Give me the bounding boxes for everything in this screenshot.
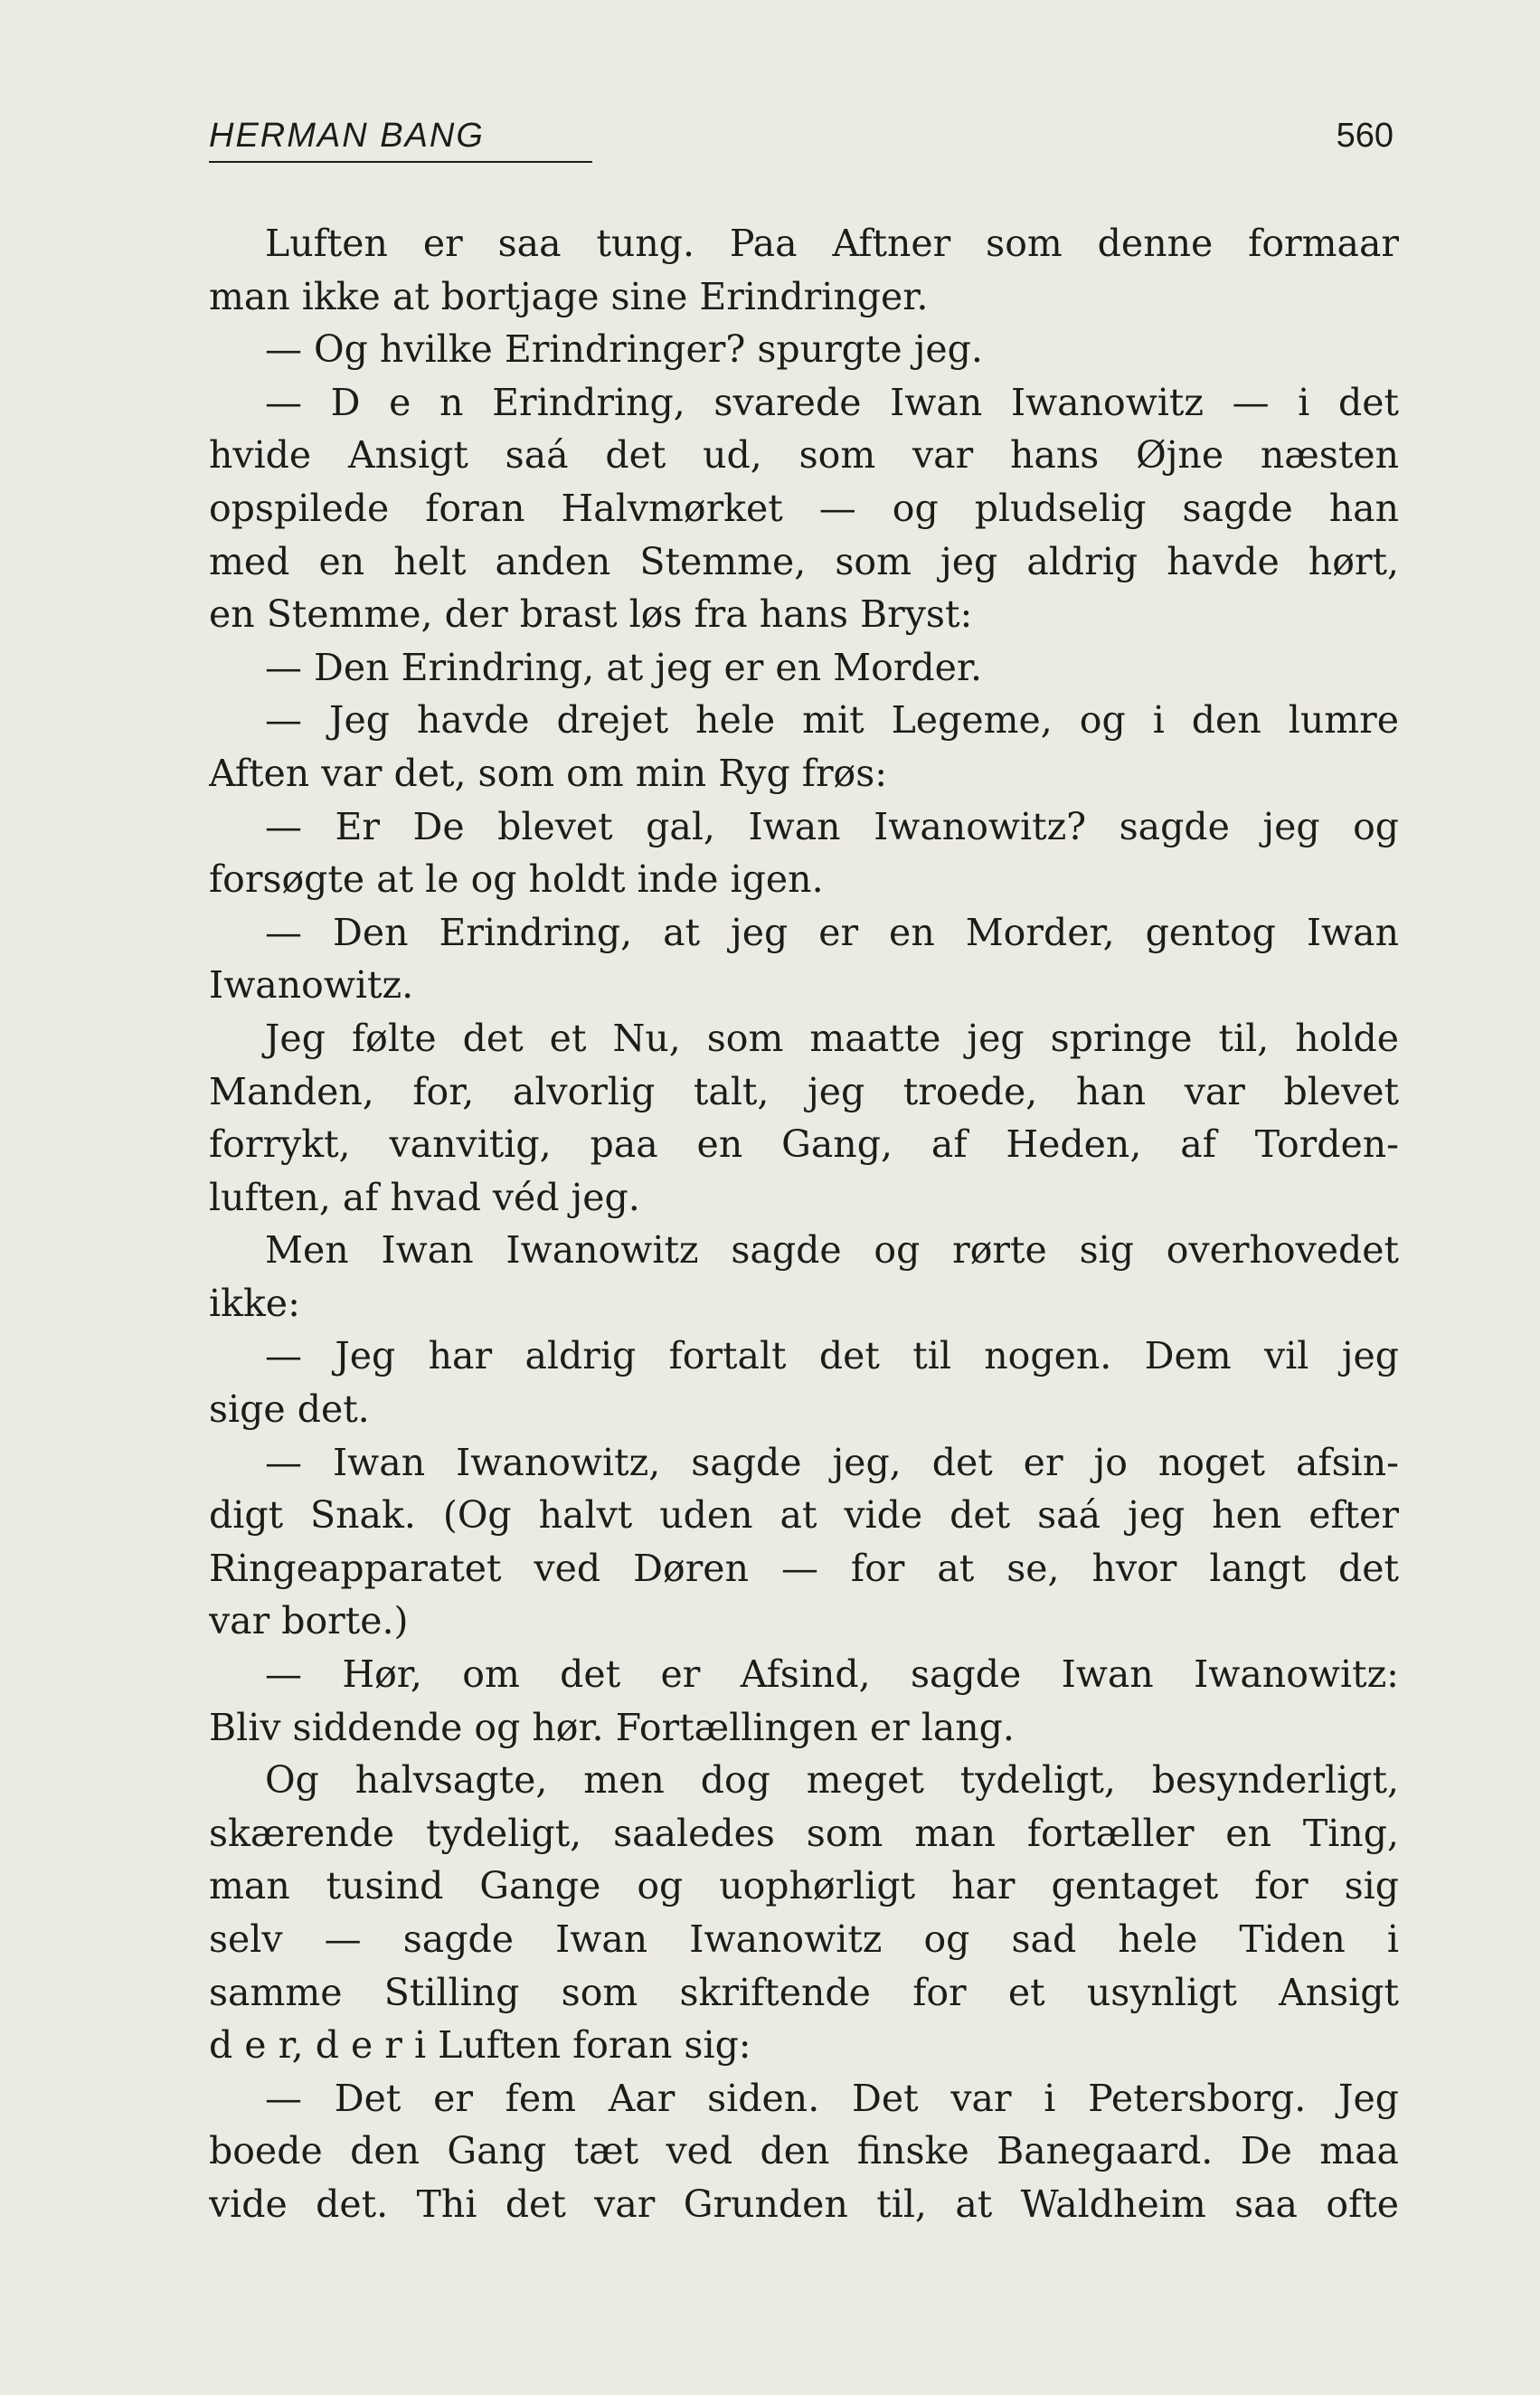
text-line: — Jeg havde drejet hele mit Legeme, og i den lumre [265,698,1399,743]
text-line: Og halvsagte, men dog meget tydeligt, besynderligt, [265,1758,1399,1803]
text-line: Jeg følte det et Nu, som maatte jeg springe til, holde [265,1016,1399,1060]
text-line: Iwanowitz. [209,963,414,1008]
text-line: man ikke at bortjage sine Erindringer. [209,274,929,318]
text-line: — Jeg har aldrig fortalt det til nogen. Dem vil jeg [265,1334,1399,1378]
text-line: Ringeapparatet ved Døren — for at se, hvor langt det [209,1546,1399,1590]
text-line: — D e n Erindring, svarede Iwan Iwanowitz — i det [265,380,1399,424]
text-line: digt Snak. (Og halvt uden at vide det saá jeg hen efter [209,1493,1399,1538]
text-line: forsøgte at le og holdt inde igen. [209,857,824,902]
text-line: sige det. [209,1387,370,1432]
text-line: — Iwan Iwanowitz, sagde jeg, det er jo noget afsin- [265,1440,1399,1484]
text-line: boede den Gang tæt ved den finske Banegaard. De maa [209,2129,1399,2173]
text-line: Men Iwan Iwanowitz sagde og rørte sig overhovedet [265,1228,1399,1273]
text-line: vide det. Thi det var Grunden til, at Waldheim saa ofte [209,2182,1399,2226]
text-line: Bliv siddende og hør. Fortællingen er lang. [209,1705,1015,1749]
text-line: med en helt anden Stemme, som jeg aldrig havde hørt, [209,539,1399,583]
text-line: skærende tydeligt, saaledes som man fortæller en Ting, [209,1811,1399,1855]
text-line: — Den Erindring, at jeg er en Morder. [265,645,983,689]
text-line: forrykt, vanvitig, paa en Gang, af Heden, af Torden- [209,1122,1399,1167]
page-number: 560 [1336,117,1394,155]
text-line: ikke: [209,1281,300,1325]
text-line: Aften var det, som om min Ryg frøs: [209,751,888,795]
text-line: Luften er saa tung. Paa Aftner som denne formaar [265,222,1399,265]
text-line: hvide Ansigt saá det ud, som var hans Øjne næsten [209,433,1399,478]
text-line: man tusind Gange og uophørligt har gentaget for sig [209,1864,1399,1908]
text-line: opspilede foran Halvmørket — og pludselig sagde han [209,486,1399,530]
text-line: selv — sagde Iwan Iwanowitz og sad hele Tiden i [209,1917,1399,1961]
text-line: — Det er fem Aar siden. Det var i Petersborg. Jeg [265,2076,1399,2120]
text-line: — Hør, om det er Afsind, sagde Iwan Iwanowitz: [265,1652,1399,1697]
header-underline [209,161,592,163]
text-line: Manden, for, alvorlig talt, jeg troede, han var blevet [209,1069,1399,1113]
text-line: — Er De blevet gal, Iwan Iwanowitz? sagde jeg og [265,804,1399,848]
text-line: en Stemme, der brast løs fra hans Bryst: [209,592,973,637]
text-line: d e r, d e r i Luften foran sig: [209,2023,751,2068]
text-line: — Den Erindring, at jeg er en Morder, gentog Iwan [265,910,1399,954]
body-text [209,217,1399,2231]
text-line: luften, af hvad véd jeg. [209,1175,640,1219]
text-line: var borte.) [209,1599,409,1643]
text-line: samme Stilling som skriftende for et usynligt Ansigt [209,1970,1399,2014]
running-header-author: HERMAN BANG [209,117,485,155]
text-line: — Og hvilke Erindringer? spurgte jeg. [265,327,983,372]
running-header [209,110,1394,165]
